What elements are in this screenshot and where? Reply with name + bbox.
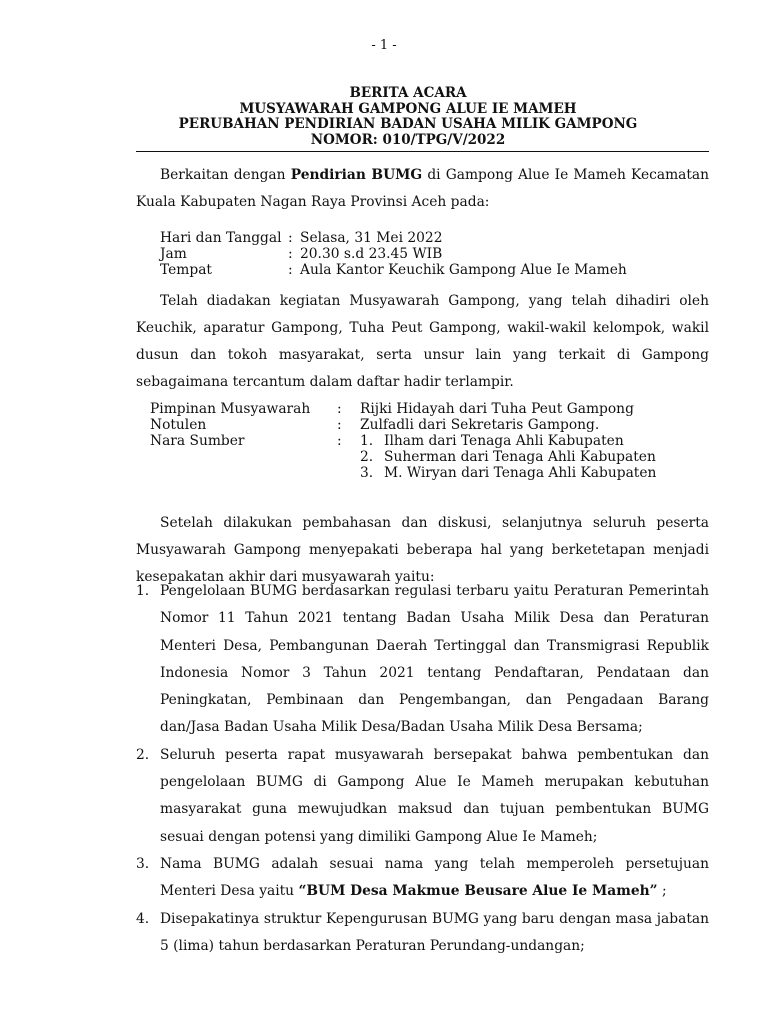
agreement-item-4 <box>136 906 709 961</box>
intro-post: di Gampong Alue Ie Mameh Kecamatan Kuala Kabupaten Nagan Raya Provinsi Aceh pada: <box>136 167 710 210</box>
agreement-item-2 <box>136 742 709 851</box>
attendance-text: Telah diadakan kegiatan Musyawarah Gampong, yang telah dihadiri oleh Keuchik, aparatur Gampong, Tuha Peut Gampong, wakil-wakil kelompok, wakil dusun dan tokoh masyarakat, serta unsur lain yang terkait di Gampong sebagaimana tercantum dalam daftar hadir terlampir. <box>136 293 709 390</box>
role-chair-label: Pimpinan Musyawarah <box>150 401 311 417</box>
agreement-item-3-post: ; <box>661 883 667 900</box>
intro-paragraph <box>136 162 709 216</box>
heading-divider <box>136 151 709 152</box>
role-notulen-label: Notulen <box>150 417 207 433</box>
role-notulen-sep: : <box>337 417 342 433</box>
agreement-item-3-pre: Nama BUMG adalah sesuai nama yang telah memperoleh persetujuan Menteri Desa yaitu <box>160 855 709 900</box>
schedule-place-sep: : <box>288 262 293 278</box>
schedule-date-sep: : <box>288 230 293 246</box>
agreement-item-1-text: Pengelolaan BUMG berdasarkan regulasi terbaru yaitu Peraturan Pemerintah Nomor 11 Tahun 2021 tentang Badan Usaha Milik Desa dan Peraturan Menteri Desa, Pembangunan Daerah Tertinggal dan Transmigrasi Republik Indonesia Nomor 3 Tahun 2021 tentang Pendaftaran, Pendataan dan Peningkatan, Pembinaan dan Pengembangan, dan Pengadaan Barang dan/Jasa Badan Usaha Milik Desa/Badan Usaha Milik Desa Bersama; <box>160 583 709 736</box>
speaker-3-num: 3. <box>360 465 374 481</box>
role-speakers-sep: : <box>337 433 342 449</box>
agreement-item-3-num: 3. <box>136 855 150 872</box>
schedule-date-label: Hari dan Tanggal <box>160 230 282 246</box>
conclusion-intro-text: Setelah dilakukan pembahasan dan diskusi, selanjutnya seluruh peserta Musyawarah Gampong menyepakati beberapa hal yang berketetapan menjadi kesepakatan akhir dari musyawarah yaitu: <box>136 515 709 585</box>
heading-subject: PERUBAHAN PENDIRIAN BADAN USAHA MILIK GAMPONG <box>178 116 638 132</box>
agreement-item-1-num: 1. <box>136 583 150 599</box>
document-heading <box>150 86 666 148</box>
role-speakers-label: Nara Sumber <box>150 433 245 449</box>
schedule-time-value: 20.30 s.d 23.45 WIB <box>300 246 443 262</box>
page-number: - 1 - <box>371 38 397 53</box>
intro-pre: Berkaitan dengan <box>160 167 286 183</box>
attendance-paragraph <box>136 288 709 396</box>
schedule-date-value: Selasa, 31 Mei 2022 <box>300 230 443 246</box>
schedule-place-label: Tempat <box>160 262 212 278</box>
schedule-place-value: Aula Kantor Keuchik Gampong Alue Ie Mameh <box>300 262 627 278</box>
heading-title: BERITA ACARA <box>349 85 467 101</box>
agreement-item-2-text: Seluruh peserta rapat musyawarah bersepakat bahwa pembentukan dan pengelolaan BUMG di Gampong Alue Ie Mameh merupakan kebutuhan masyarakat guna mewujudkan maksud dan tujuan pembentukan BUMG sesuai dengan potensi yang dimiliki Gampong Alue Ie Mameh; <box>160 746 709 845</box>
agreement-item-3-bold: “BUM Desa Makmue Beusare Alue Ie Mameh” <box>298 883 658 900</box>
speaker-3-name: M. Wiryan dari Tenaga Ahli Kabupaten <box>384 465 657 481</box>
speaker-1-name: Ilham dari Tenaga Ahli Kabupaten <box>384 433 624 449</box>
role-chair-sep: : <box>337 401 342 417</box>
heading-number: NOMOR: 010/TPG/V/2022 <box>310 131 506 148</box>
speaker-2-num: 2. <box>360 449 374 465</box>
schedule-time-label: Jam <box>160 246 187 262</box>
agreement-item-3 <box>136 851 709 906</box>
role-chair-value: Rijki Hidayah dari Tuha Peut Gampong <box>360 401 634 417</box>
intro-bold: Pendirian BUMG <box>290 167 423 183</box>
speaker-1-num: 1. <box>360 433 374 449</box>
agreement-list <box>136 578 709 960</box>
agreement-item-1 <box>136 578 709 742</box>
agreement-item-4-num: 4. <box>136 910 150 927</box>
speaker-2-name: Suherman dari Tenaga Ahli Kabupaten <box>384 449 656 465</box>
heading-meeting: MUSYAWARAH GAMPONG ALUE IE MAMEH <box>239 100 577 117</box>
schedule-time-sep: : <box>288 246 293 262</box>
agreement-item-2-num: 2. <box>136 746 150 763</box>
agreement-item-4-text: Disepakatinya struktur Kepengurusan BUMG yang baru dengan masa jabatan 5 (lima) tahun berdasarkan Peraturan Perundang-undangan; <box>160 910 709 954</box>
role-notulen-value: Zulfadli dari Sekretaris Gampong. <box>360 417 600 433</box>
